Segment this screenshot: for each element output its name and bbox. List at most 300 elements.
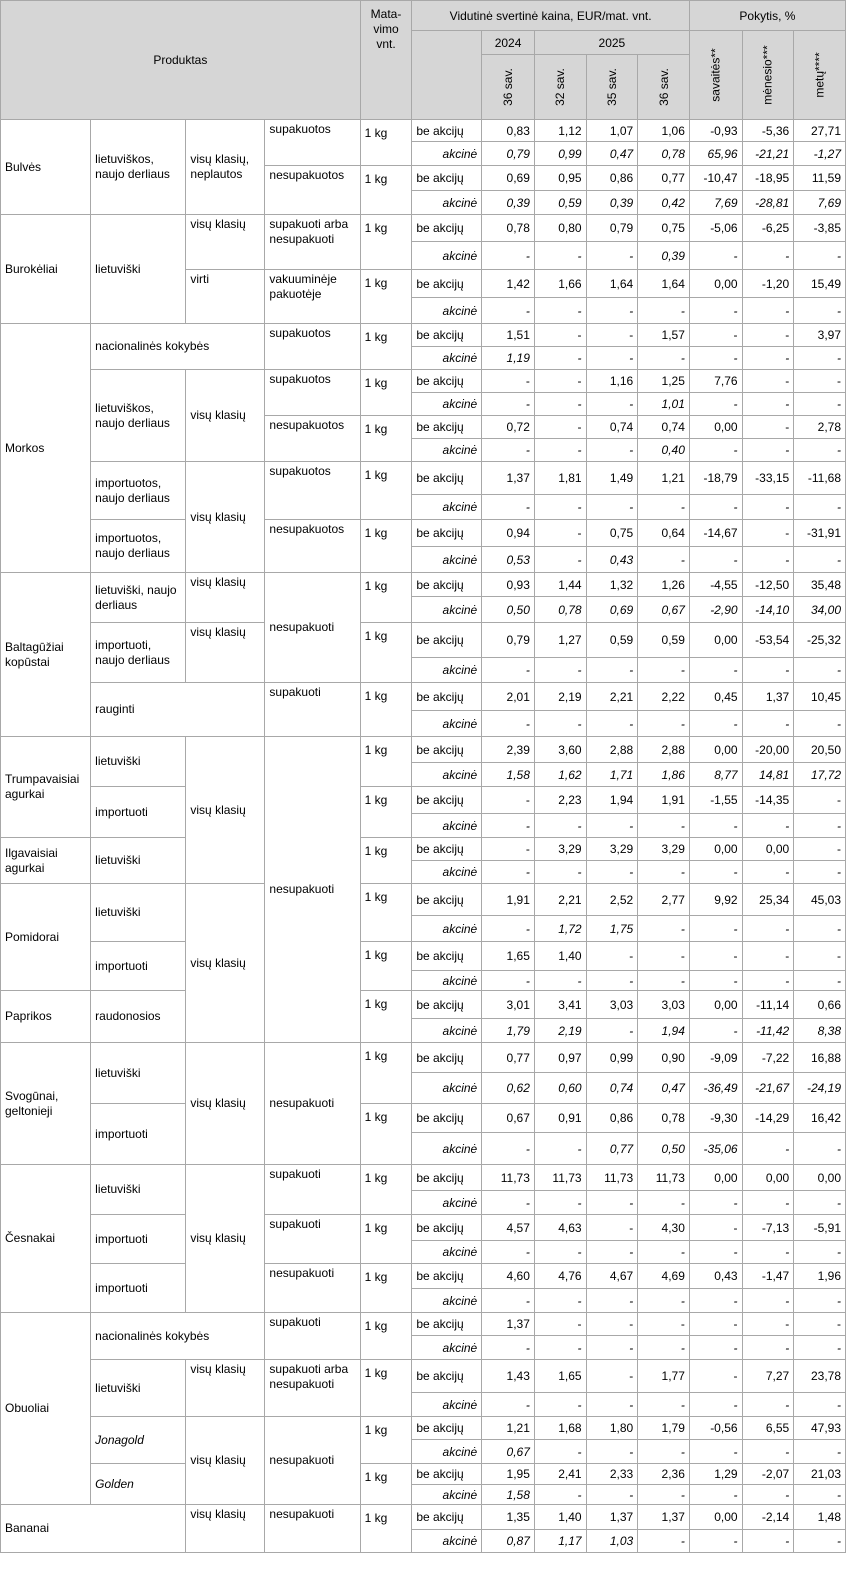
product-origin: lietuviškos, naujo derliaus [91,370,186,462]
price-value: - [534,814,586,838]
change-value: - [742,298,794,324]
product-packaging: supakuotos [265,370,360,416]
price-value: 1,80 [586,1417,638,1440]
price-value: - [586,298,638,324]
header-week-label: 32 sav. [553,68,568,106]
price-value: 0,67 [482,1104,535,1133]
price-value: - [638,916,690,942]
product-origin: lietuviški [91,838,186,884]
header-change-group: Pokytis, % [689,1,845,31]
price-value: - [482,1289,535,1313]
price-value: 11,73 [638,1165,690,1191]
change-value: 14,81 [742,763,794,787]
price-value: 0,39 [482,191,535,215]
change-value: -18,95 [742,166,794,191]
change-value: -14,29 [742,1104,794,1133]
price-value: - [534,1485,586,1505]
table-row [1,215,846,242]
change-value: - [742,416,794,439]
promo-type: akcinė [412,1393,482,1417]
promo-type: be akcijų [412,573,482,597]
price-value: - [534,861,586,884]
change-value: -7,22 [742,1043,794,1073]
header-week-2025-35 [586,55,638,120]
change-value: 0,00 [689,991,742,1019]
change-value: -12,50 [742,573,794,597]
change-value: - [689,1215,742,1241]
price-value: 1,21 [638,462,690,495]
price-value: 0,79 [482,142,535,166]
promo-type: be akcijų [412,737,482,763]
change-value: - [794,1133,846,1165]
change-value: - [689,495,742,520]
change-value: -1,20 [742,270,794,298]
change-value: - [742,942,794,971]
change-value: - [794,347,846,370]
change-value: -3,85 [794,215,846,242]
table-row [1,120,846,142]
price-value: - [638,658,690,683]
price-value: - [482,971,535,991]
price-value: - [586,1191,638,1215]
change-value: -21,67 [742,1073,794,1104]
price-value: 1,35 [482,1505,535,1530]
promo-type: akcinė [412,1073,482,1104]
product-name: Bananai [1,1505,186,1553]
price-value: - [482,242,535,270]
header-week-label: 36 sav. [501,68,516,106]
price-value: 0,69 [482,166,535,191]
promo-type: akcinė [412,393,482,416]
change-value: 21,03 [794,1464,846,1485]
price-value: 0,39 [638,242,690,270]
change-value: - [689,1336,742,1360]
table-row [1,991,846,1019]
product-name: Morkos [1,324,91,573]
price-value: 1,37 [638,1505,690,1530]
change-value: - [794,814,846,838]
price-value: - [534,1191,586,1215]
promo-type: akcinė [412,658,482,683]
change-value: - [794,711,846,737]
price-value: - [482,1133,535,1165]
header-promo-col [412,31,482,120]
product-unit: 1 kg [360,1464,412,1505]
price-value: - [638,495,690,520]
price-value: 1,57 [638,324,690,347]
change-value: - [742,1133,794,1165]
product-packaging: nesupakuoti [265,737,360,1043]
change-value: -11,68 [794,462,846,495]
price-value: - [534,1440,586,1464]
promo-type: akcinė [412,916,482,942]
change-value: - [689,942,742,971]
price-value: 2,19 [534,683,586,711]
table-row [1,1104,846,1133]
change-value: -14,67 [689,520,742,547]
promo-type: be akcijų [412,370,482,393]
price-value: 1,81 [534,462,586,495]
price-value: - [482,658,535,683]
product-name: Bulvės [1,120,91,215]
promo-type: akcinė [412,298,482,324]
price-value: 2,21 [534,884,586,916]
change-value: 8,77 [689,763,742,787]
change-value: - [689,1019,742,1043]
table-body [1,120,846,1553]
change-value: - [742,1191,794,1215]
promo-type: be akcijų [412,416,482,439]
product-origin: raudonosios [91,991,186,1043]
price-value: 0,67 [482,1440,535,1464]
change-value: - [689,1360,742,1393]
product-origin: rauginti [91,683,265,737]
product-packaging: supakuoti [265,683,360,737]
price-value: - [482,838,535,861]
change-value: - [742,347,794,370]
product-unit: 1 kg [360,884,412,942]
table-row [1,737,846,763]
promo-type: akcinė [412,242,482,270]
change-value: - [742,520,794,547]
price-value: - [534,347,586,370]
promo-type: be akcijų [412,683,482,711]
change-value: -24,19 [794,1073,846,1104]
change-value: -1,47 [742,1264,794,1289]
change-value: -2,14 [742,1505,794,1530]
change-value: 0,00 [689,270,742,298]
price-value: 0,43 [586,547,638,573]
price-value: - [534,1336,586,1360]
price-value: 1,44 [534,573,586,597]
price-value: 1,43 [482,1360,535,1393]
change-value: - [794,1336,846,1360]
price-value: - [586,1336,638,1360]
change-value: - [689,393,742,416]
price-value: - [586,1289,638,1313]
promo-type: akcinė [412,1241,482,1264]
price-value: 0,62 [482,1073,535,1104]
price-value: 0,64 [638,520,690,547]
price-value: 1,27 [534,623,586,658]
product-unit: 1 kg [360,520,412,573]
product-packaging: supakuotos [265,462,360,520]
price-value: - [638,1336,690,1360]
price-value: 0,59 [638,623,690,658]
change-value: -5,06 [689,215,742,242]
change-value: -1,55 [689,787,742,814]
header-change-year-label: metų**** [812,52,827,98]
price-value: 0,74 [586,1073,638,1104]
table-row [1,573,846,597]
product-packaging: vakuuminėje pakuotėje [265,270,360,324]
change-value: - [794,1530,846,1553]
change-value: -18,79 [689,462,742,495]
change-value: - [689,1440,742,1464]
promo-type: akcinė [412,142,482,166]
price-value: 2,23 [534,787,586,814]
price-value: - [534,370,586,393]
price-value: 4,30 [638,1215,690,1241]
product-origin: lietuviški [91,1043,186,1104]
price-value: 0,47 [638,1073,690,1104]
price-value: 1,37 [482,1313,535,1336]
table-row [1,1264,846,1289]
change-value: - [689,1393,742,1417]
change-value: 2,78 [794,416,846,439]
promo-type: be akcijų [412,991,482,1019]
product-name: Paprikos [1,991,91,1043]
product-origin: nacionalinės kokybės [91,1313,265,1360]
price-value: - [482,1393,535,1417]
change-value: 0,66 [794,991,846,1019]
price-value: 2,01 [482,683,535,711]
product-packaging: nesupakuoti [265,573,360,683]
change-value: - [689,242,742,270]
price-value: - [586,861,638,884]
change-value: - [794,298,846,324]
price-value: 0,53 [482,547,535,573]
change-value: 20,50 [794,737,846,763]
product-origin: importuoti [91,942,186,991]
product-unit: 1 kg [360,416,412,462]
price-value: - [534,393,586,416]
change-value: -33,15 [742,462,794,495]
price-value: - [638,1440,690,1464]
price-value: - [482,711,535,737]
change-value: - [689,814,742,838]
price-value: 2,41 [534,1464,586,1485]
table-row [1,884,846,916]
price-value: 1,19 [482,347,535,370]
price-value: 1,79 [482,1019,535,1043]
table-row [1,1043,846,1073]
change-value: -21,21 [742,142,794,166]
change-value: - [794,370,846,393]
product-packaging: supakuoti arba nesupakuoti [265,1360,360,1417]
price-value: 0,42 [638,191,690,215]
price-value: - [638,1485,690,1505]
price-value: 0,86 [586,1104,638,1133]
product-packaging: nesupakuotos [265,166,360,215]
product-name: Obuoliai [1,1313,91,1505]
change-value: - [794,838,846,861]
change-value: 7,76 [689,370,742,393]
price-value: - [586,1485,638,1505]
product-unit: 1 kg [360,120,412,166]
price-value: - [534,711,586,737]
promo-type: be akcijų [412,838,482,861]
promo-type: be akcijų [412,1360,482,1393]
change-value: 0,00 [742,838,794,861]
price-value: 0,74 [638,416,690,439]
change-value: -11,42 [742,1019,794,1043]
product-origin: importuotos, naujo derliaus [91,520,186,573]
promo-type: akcinė [412,861,482,884]
change-value: 25,34 [742,884,794,916]
product-unit: 1 kg [360,623,412,683]
change-value: 10,45 [794,683,846,711]
price-value: - [534,1289,586,1313]
change-value: 35,48 [794,573,846,597]
price-value: - [586,347,638,370]
change-value: 47,93 [794,1417,846,1440]
price-value: 1,65 [482,942,535,971]
price-value: 3,01 [482,991,535,1019]
change-value: 0,00 [689,1505,742,1530]
change-value: -9,09 [689,1043,742,1073]
price-value: 2,33 [586,1464,638,1485]
change-value: -0,93 [689,120,742,142]
price-value: 1,06 [638,120,690,142]
price-value: 1,25 [638,370,690,393]
price-value: - [638,942,690,971]
change-value: -5,91 [794,1215,846,1241]
promo-type: akcinė [412,1530,482,1553]
price-value: 1,91 [482,884,535,916]
product-origin: Jonagold [91,1417,186,1464]
price-value: 0,47 [586,142,638,166]
price-value: 4,67 [586,1264,638,1289]
change-value: - [794,861,846,884]
product-name: Baltagūžiai kopūstai [1,573,91,737]
price-value: 4,63 [534,1215,586,1241]
change-value: 17,72 [794,763,846,787]
table-row [1,1505,846,1530]
price-value: - [638,814,690,838]
price-value: - [586,439,638,462]
price-value: 2,19 [534,1019,586,1043]
product-unit: 1 kg [360,1417,412,1464]
price-value: 0,93 [482,573,535,597]
price-value: - [586,942,638,971]
change-value: - [742,242,794,270]
price-value: 4,69 [638,1264,690,1289]
header-unit-line3: vnt. [376,37,396,51]
price-value: 2,21 [586,683,638,711]
price-value: 0,50 [638,1133,690,1165]
price-value: - [638,347,690,370]
price-value: 0,40 [638,439,690,462]
change-value: 3,97 [794,324,846,347]
price-value: - [534,547,586,573]
price-value: - [534,1133,586,1165]
product-origin: lietuviški [91,1360,186,1417]
table-row [1,1215,846,1241]
header-week-label: 36 sav. [656,68,671,106]
price-value: 1,40 [534,942,586,971]
change-value: 65,96 [689,142,742,166]
price-value: - [482,298,535,324]
price-value: 0,99 [586,1043,638,1073]
table-row [1,1417,846,1440]
table-row [1,324,846,347]
product-packaging: nesupakuotos [265,520,360,573]
change-value: - [794,971,846,991]
price-value: 3,60 [534,737,586,763]
change-value: 1,29 [689,1464,742,1485]
change-value: 7,69 [794,191,846,215]
promo-type: akcinė [412,1440,482,1464]
promo-type: akcinė [412,1336,482,1360]
price-value: 1,58 [482,763,535,787]
price-value: - [482,1336,535,1360]
promo-type: be akcijų [412,120,482,142]
promo-type: be akcijų [412,1417,482,1440]
product-unit: 1 kg [360,270,412,324]
price-value: 3,29 [534,838,586,861]
price-value: 0,94 [482,520,535,547]
price-value: - [638,1241,690,1264]
price-value: - [534,242,586,270]
price-value: 1,42 [482,270,535,298]
header-price-group: Vidutinė svertinė kaina, EUR/mat. vnt. [412,1,690,31]
header-unit-line1: Mata- [370,7,402,21]
change-value: - [794,942,846,971]
change-value: - [742,658,794,683]
product-origin: importuoti [91,1215,186,1264]
price-value: 1,49 [586,462,638,495]
price-value: 1,64 [638,270,690,298]
change-value: - [742,1313,794,1336]
promo-type: be akcijų [412,1313,482,1336]
price-value: 1,37 [586,1505,638,1530]
product-name: Burokėliai [1,215,91,324]
product-unit: 1 kg [360,573,412,623]
promo-type: akcinė [412,711,482,737]
price-value: 0,90 [638,1043,690,1073]
price-value: 0,78 [638,142,690,166]
price-value: - [534,658,586,683]
header-week-2024-36 [482,55,535,120]
price-value: - [638,1393,690,1417]
price-value: 2,77 [638,884,690,916]
change-value: -36,49 [689,1073,742,1104]
change-value: - [689,916,742,942]
price-value: 1,03 [586,1530,638,1553]
promo-type: akcinė [412,971,482,991]
price-value: - [482,1241,535,1264]
header-week-2025-32 [534,55,586,120]
change-value: -5,36 [742,120,794,142]
price-value: 0,78 [638,1104,690,1133]
price-value: 1,58 [482,1485,535,1505]
price-value: 0,79 [482,623,535,658]
price-value: 2,22 [638,683,690,711]
change-value: - [689,861,742,884]
change-value: -20,00 [742,737,794,763]
price-value: 0,99 [534,142,586,166]
change-value: - [742,1440,794,1464]
price-value: 0,91 [534,1104,586,1133]
header-change-week [689,31,742,120]
price-value: 4,60 [482,1264,535,1289]
price-value: - [534,1241,586,1264]
price-value: 0,77 [586,1133,638,1165]
product-class: visų klasių [186,1360,265,1417]
price-value: 0,83 [482,120,535,142]
change-value: -9,30 [689,1104,742,1133]
product-origin: lietuviški [91,884,186,942]
price-value: - [586,324,638,347]
price-value: 2,36 [638,1464,690,1485]
change-value: 1,37 [742,683,794,711]
promo-type: akcinė [412,1485,482,1505]
price-value: - [586,1360,638,1393]
price-value: - [482,439,535,462]
price-value: - [638,1530,690,1553]
change-value: - [742,547,794,573]
